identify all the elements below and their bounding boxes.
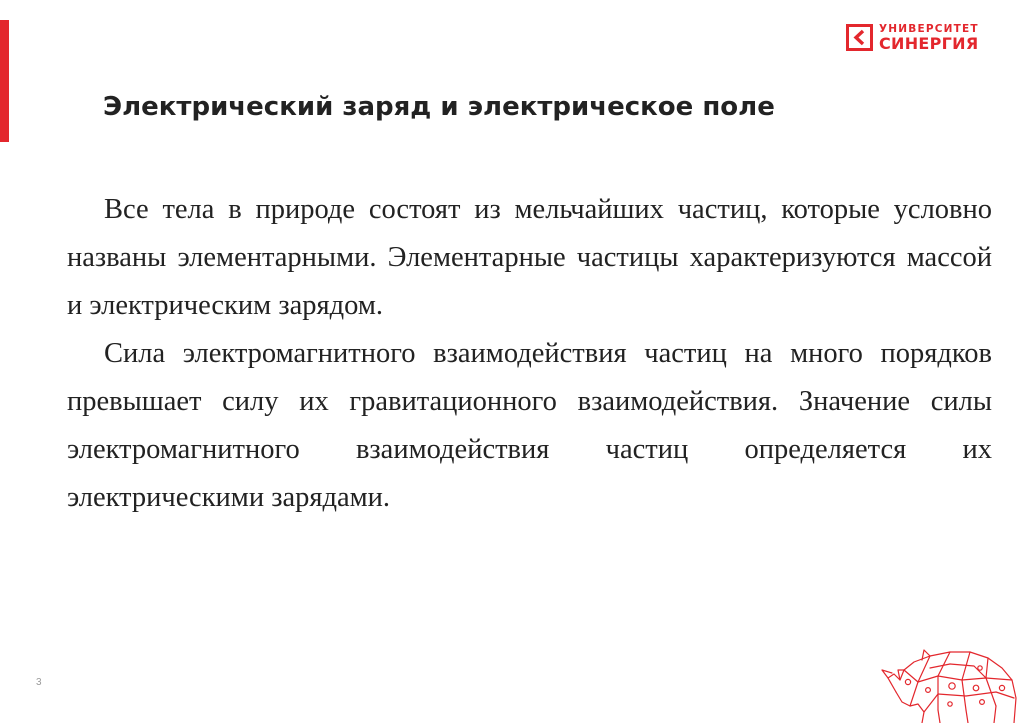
university-logo (846, 23, 996, 53)
slide-title: Электрический заряд и электрическое поле (103, 92, 775, 122)
page-number: 3 (36, 677, 42, 688)
paragraph-2: Сила электромагнитного взаимодействия частиц на много порядков превышает силу их гравитационного взаимодействия. Значение силы электромагнитного взаимодействия частиц определяется их электрическими зарядами. (67, 338, 992, 513)
slide-body (67, 186, 992, 522)
logo-line1: УНИВЕРСИТЕТ (879, 23, 979, 35)
rhino-mosaic-icon (878, 640, 1018, 723)
accent-bar (0, 20, 9, 142)
paragraph-1: Все тела в природе состоят из мельчайших частиц, которые условно названы элементарными. Элементарные частицы характеризуются массой и электрическим зарядом. (67, 194, 992, 321)
synergy-logo-mark-icon (846, 24, 873, 51)
logo-line2: СИНЕРГИЯ (879, 34, 979, 53)
